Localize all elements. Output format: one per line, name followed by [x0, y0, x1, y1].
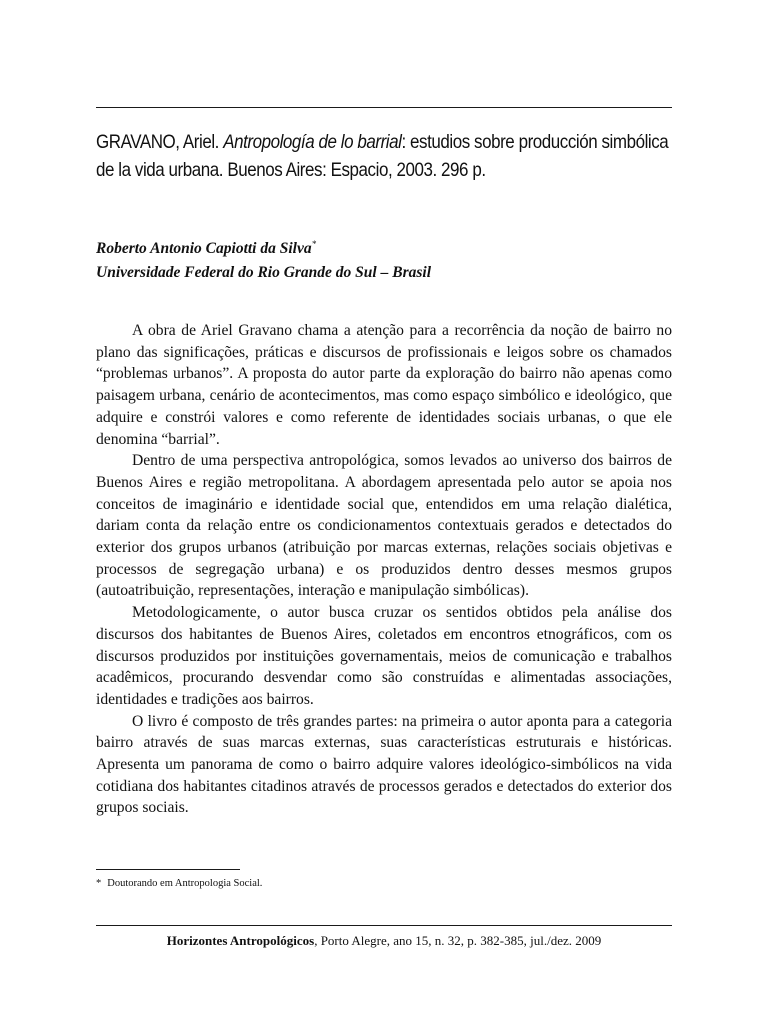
bottom-rule	[96, 925, 672, 926]
top-rule	[96, 107, 672, 108]
reference-authors: GRAVANO, Ariel.	[96, 131, 224, 153]
footnote	[96, 877, 262, 891]
journal-name: Horizontes Antropológicos	[166, 933, 315, 948]
running-footer	[96, 932, 672, 950]
body-paragraph: A obra de Ariel Gravano chama a atenção para a recorrência da noção de bairro no plano das significações, práticas e discursos de profissionais e leigos sobre os chamados “problemas urbanos”. A proposta do autor parte da exploração do bairro não apenas como paisagem urbana, cenário de acontecimentos, mas como espaço simbólico e ideológico, que adquire e constrói valores e como referente de identidades sociais urbanas, o que ele denomina “barrial”.	[96, 322, 672, 448]
footnote-text: Doutorando em Antropologia Social.	[107, 878, 263, 889]
reviewer-block	[96, 232, 431, 285]
review-body	[96, 320, 672, 819]
reviewer-affiliation: Universidade Federal do Rio Grande do Sul – Brasil	[96, 264, 431, 282]
reference-book-title: Antropología de lo barrial	[223, 131, 402, 153]
body-paragraph: Dentro de uma perspectiva antropológica, somos levados ao universo dos bairros de Buenos Aires e região metropolitana. A abordagem apresentada pelo autor se apoia nos conceitos de imaginário e identidade social que, entendidos em uma relação dialética, dariam conta da relação entre os condicionamentos contextuais gerados e detectados do exterior dos grupos urbanos (atribuição por marcas externas, relações sociais objetivas e processos de segregação urbana) e os produzidos dentro desses mesmos grupos (autoatribuição, representações, interação e manipulação simbólicas).	[96, 452, 672, 600]
reviewer-footnote-mark: *	[311, 239, 317, 249]
journal-citation: , Porto Alegre, ano 15, n. 32, p. 382-385, jul./dez. 2009	[314, 933, 602, 948]
body-paragraph: Metodologicamente, o autor busca cruzar os sentidos obtidos pela análise dos discursos dos habitantes de Buenos Aires, coletados em encontros etnográficos, com os discursos produzidos por instituições governamentais, meios de comunicação e trabalhos acadêmicos, procurando desvendar como são construídas e alimentadas associações, identidades e tradições aos bairros.	[96, 604, 672, 708]
reviewer-name: Roberto Antonio Capiotti da Silva	[96, 240, 312, 258]
reference-publication-details: : estudios sobre producción simbólica de la vida urbana. Buenos Aires: Espacio, 2003. 296 p.	[96, 131, 669, 181]
bibliographic-reference	[96, 128, 675, 184]
reviewer-name-line	[96, 232, 431, 261]
footnote-mark: *	[96, 878, 102, 889]
footnote-separator	[96, 869, 240, 870]
body-paragraph: O livro é composto de três grandes partes: na primeira o autor aponta para a categoria bairro através de suas marcas externas, suas características estruturais e históricas. Apresenta um panorama de como o bairro adquire valores ideológico-simbólicos na vida cotidiana dos habitantes citadinos através de processos gerados e detectados do exterior dos grupos sociais.	[96, 712, 672, 817]
